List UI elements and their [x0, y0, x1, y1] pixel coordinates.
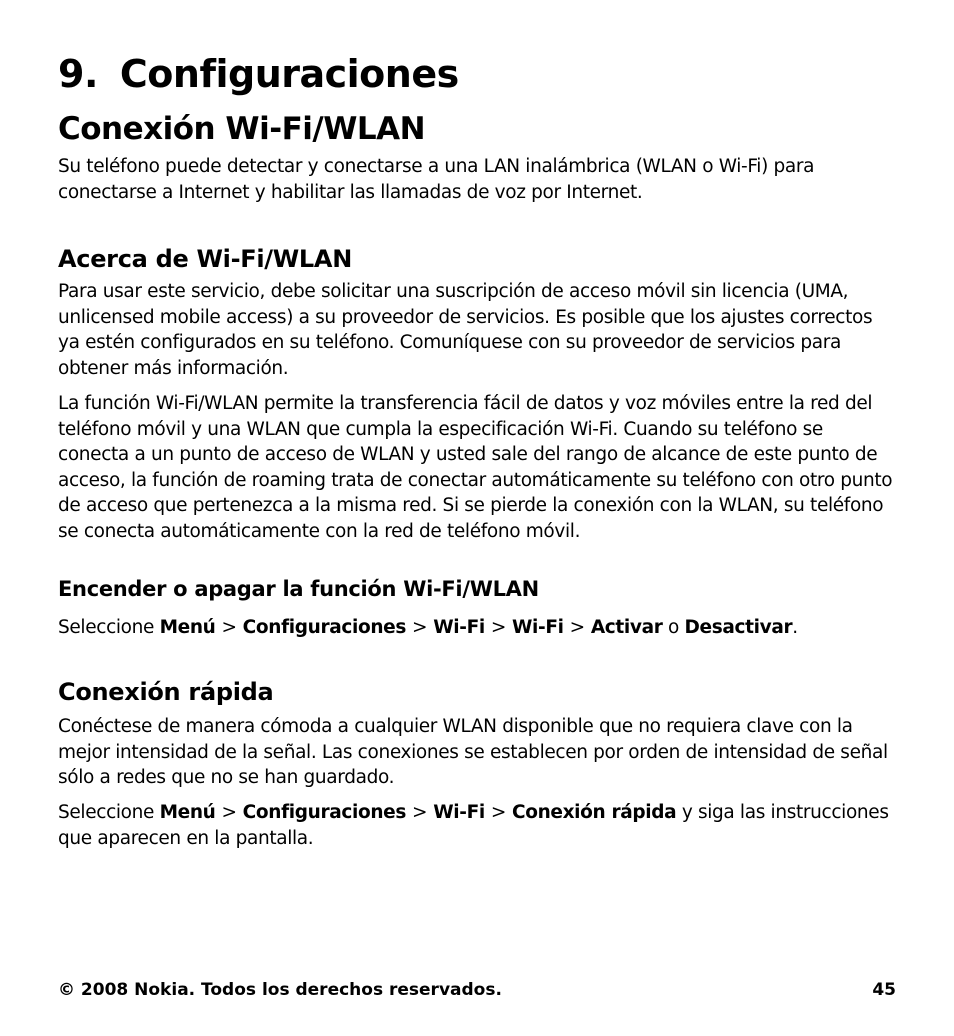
- section-quick-para1: Conéctese de manera cómoda a cualquier WLAN disponible que no requiera clave con la mejor intensidad de la señal. Las conexiones se establecen por orden de intensidad de señal sólo a redes que no se han guardado.: [58, 716, 888, 789]
- footer-copyright: © 2008 Nokia. Todos los derechos reservados.: [58, 980, 502, 1000]
- section-toggle-instruction: [58, 615, 898, 641]
- sentence-end: .: [792, 617, 798, 638]
- section-wifi-intro: Su teléfono puede detectar y conectarse a una LAN inalámbrica (WLAN o Wi-Fi) para conectarse a Internet y habilitar las llamadas de voz por Internet.: [58, 156, 815, 203]
- chapter-title-text: Configuraciones: [119, 52, 459, 96]
- path-separator: >: [221, 802, 237, 823]
- path-conexion-rapida: Conexión rápida: [512, 802, 677, 823]
- option-desactivar: Desactivar: [684, 617, 793, 638]
- section-about-para1: Para usar este servicio, debe solicitar una suscripción de acceso móvil sin licencia (UMA, unlicensed mobile access) a su proveedor de servicios. Es posible que los ajustes correctos ya estén configurados en su teléfono. Comuníquese con su proveedor de servicios para obtener más información.: [58, 281, 873, 379]
- section-wifi-title: Conexión Wi-Fi/WLAN: [58, 111, 426, 147]
- path-separator: >: [569, 617, 585, 638]
- section-about-title: Acerca de Wi-Fi/WLAN: [58, 245, 352, 273]
- path-menu: Menú: [159, 617, 216, 638]
- path-separator: >: [490, 802, 506, 823]
- option-activar: Activar: [590, 617, 663, 638]
- path-configuraciones: Configuraciones: [242, 617, 407, 638]
- path-separator: >: [412, 617, 428, 638]
- page-number: 45: [872, 980, 896, 1000]
- path-wifi-sub: Wi-Fi: [512, 617, 564, 638]
- page-footer: [58, 980, 896, 1000]
- path-menu: Menú: [159, 802, 216, 823]
- path-separator: >: [490, 617, 506, 638]
- path-configuraciones: Configuraciones: [242, 802, 407, 823]
- path-separator: >: [221, 617, 237, 638]
- instruction-tail: y siga las instrucciones que aparecen en la pantalla.: [58, 802, 889, 849]
- section-quick-instruction: [58, 800, 898, 851]
- select-word: Seleccione: [58, 802, 155, 823]
- select-word: Seleccione: [58, 617, 155, 638]
- path-wifi: Wi-Fi: [433, 617, 485, 638]
- section-about-para2: La función Wi-Fi/WLAN permite la transferencia fácil de datos y voz móviles entre la red del teléfono móvil y una WLAN que cumpla la especificación Wi-Fi. Cuando su teléfono se conecta a un punto de acceso de WLAN y usted sale del rango de alcance de este punto de acceso, la función de roaming trata de conectar automáticamente su teléfono con otro punto de acceso que pertenezca a la misma red. Si se pierde la conexión con la WLAN, su teléfono se conecta automáticamente con la red de teléfono móvil.: [58, 393, 893, 542]
- path-separator: >: [412, 802, 428, 823]
- or-word: o: [668, 617, 679, 638]
- chapter-title: [58, 52, 459, 96]
- path-wifi: Wi-Fi: [433, 802, 485, 823]
- chapter-number: 9.: [58, 52, 98, 96]
- section-quick-title: Conexión rápida: [58, 678, 274, 706]
- section-toggle-title: Encender o apagar la función Wi-Fi/WLAN: [58, 577, 539, 601]
